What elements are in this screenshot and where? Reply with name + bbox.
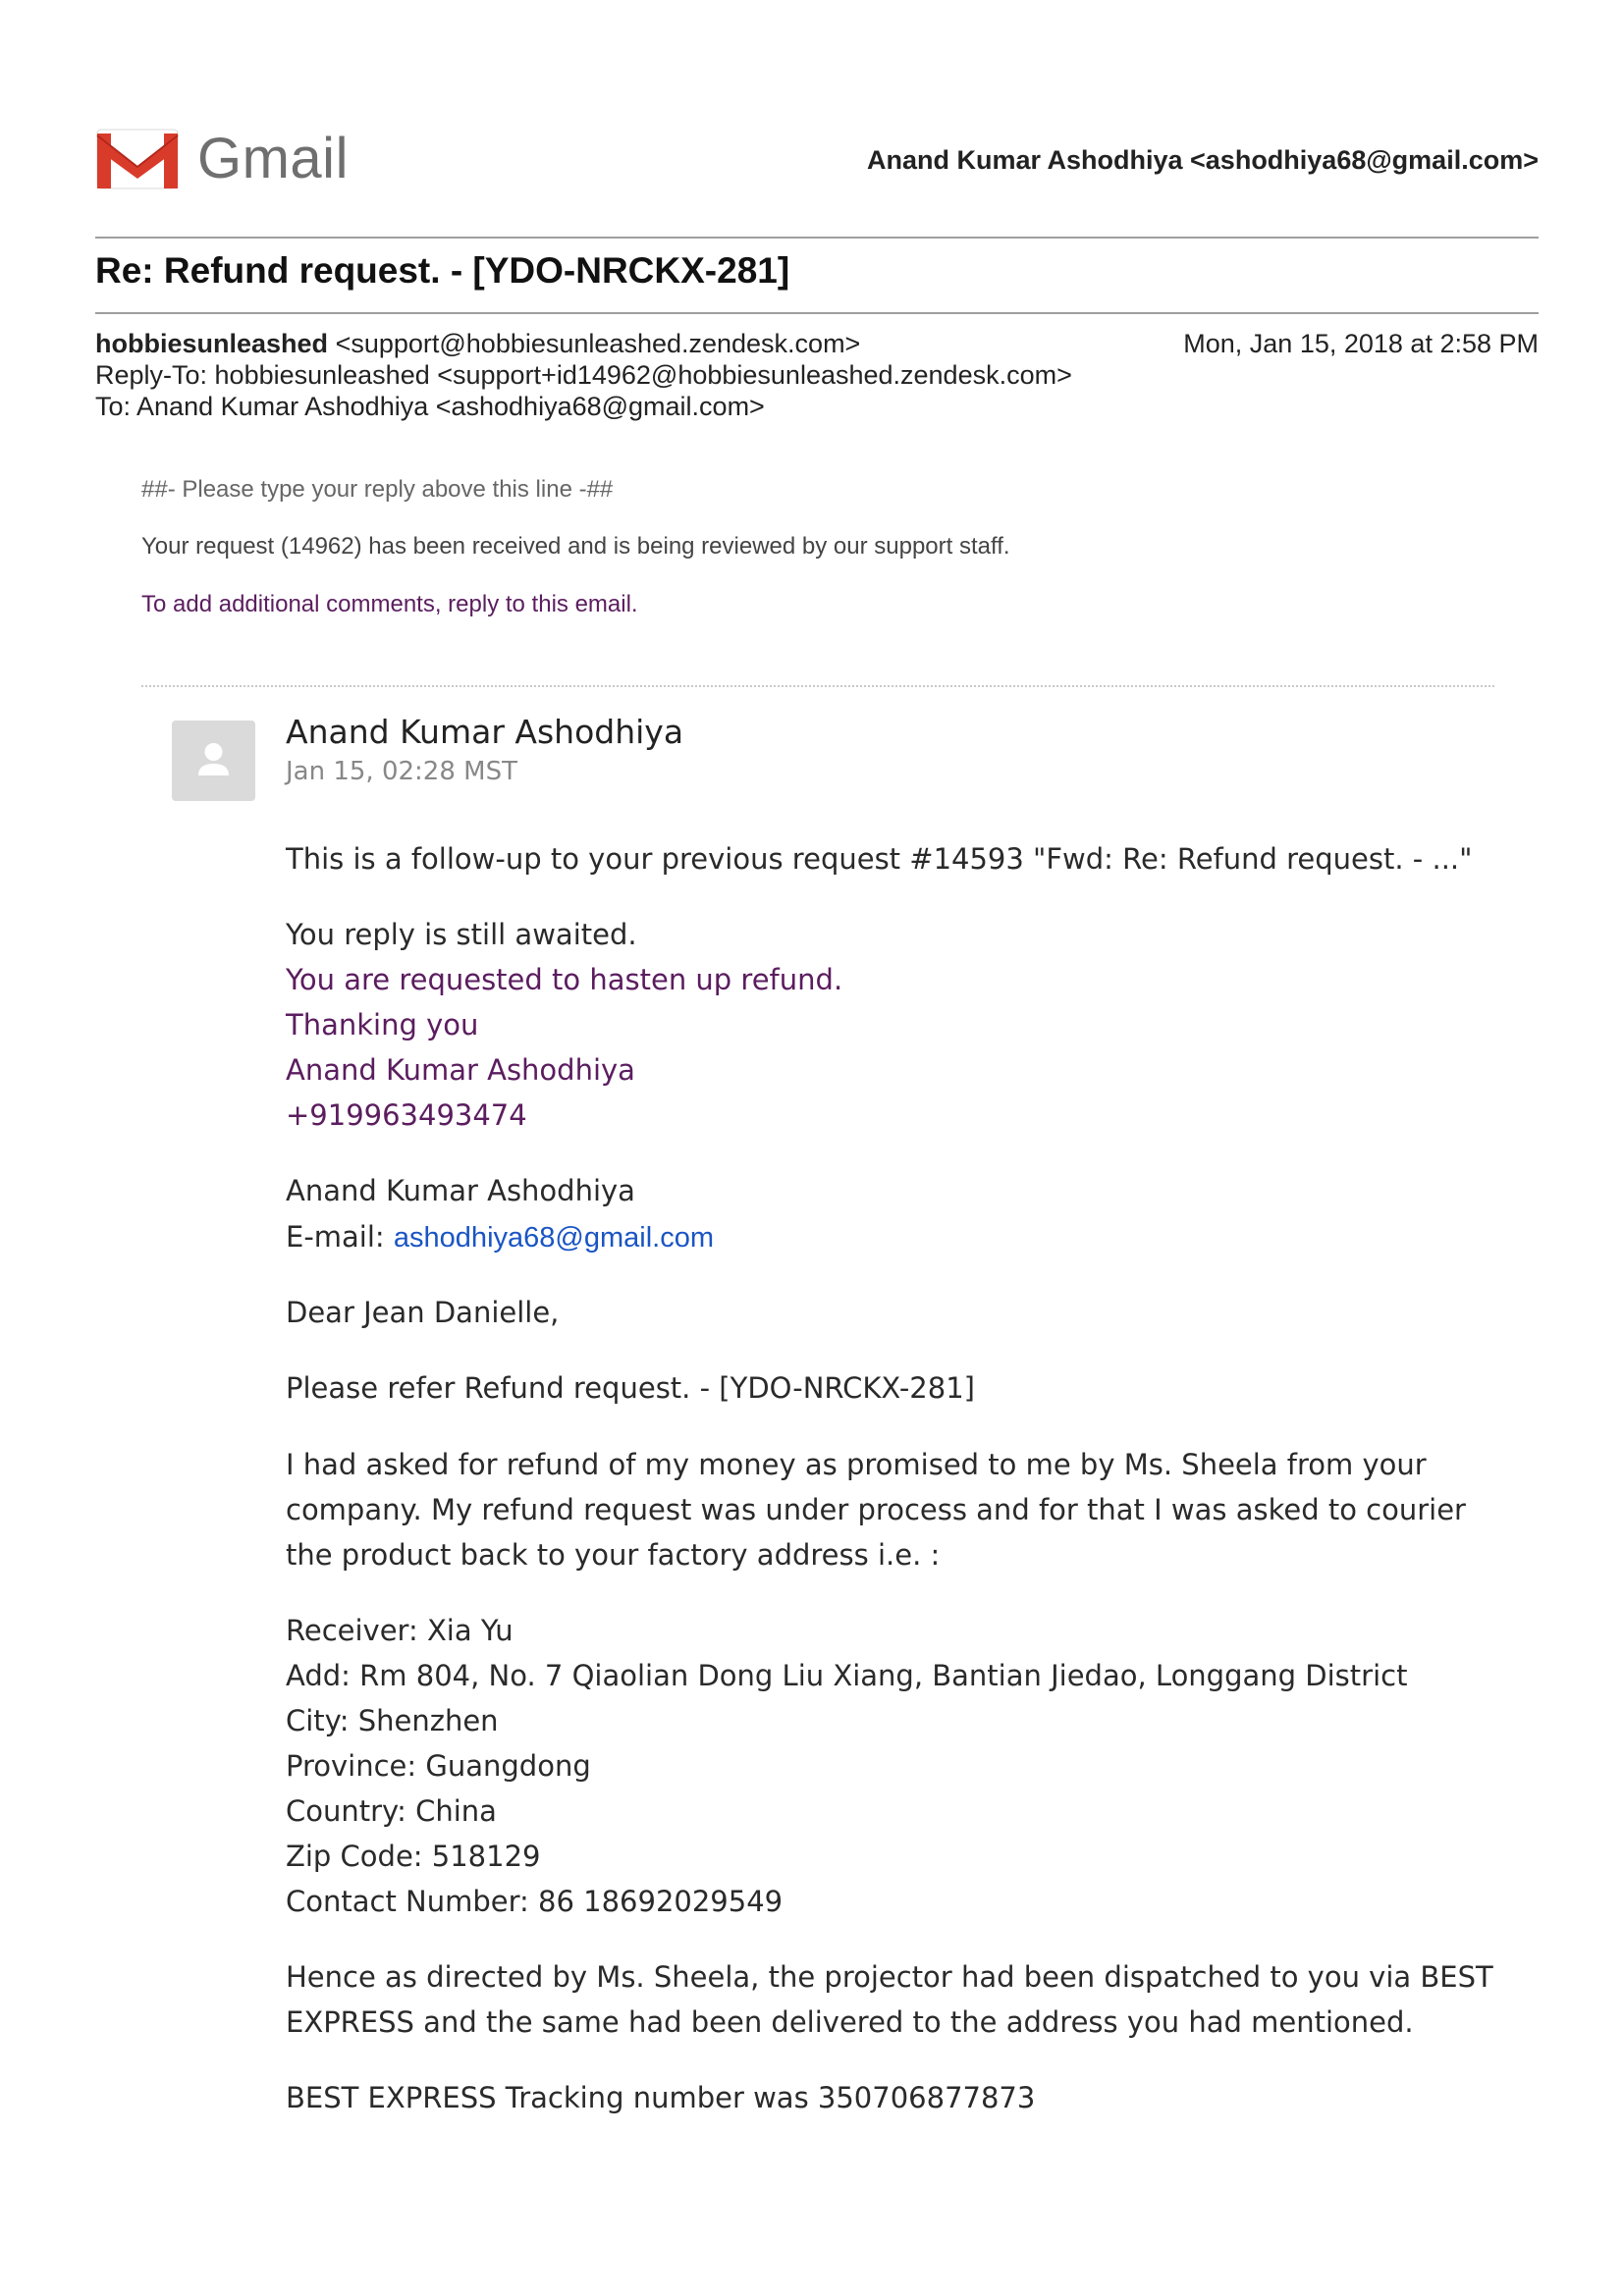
avatar bbox=[172, 721, 255, 801]
reply-to-line: Reply-To: hobbiesunleashed <support+id14962@hobbiesunleashed.zendesk.com> bbox=[95, 360, 1072, 390]
email-label: E-mail: bbox=[286, 1220, 394, 1254]
address-contact: Contact Number: 86 18692029549 bbox=[286, 1885, 784, 1918]
greeting-text: Dear Jean Danielle, bbox=[286, 1296, 560, 1329]
contact-name: Anand Kumar Ashodhiya bbox=[286, 1174, 635, 1207]
hasten-text: You are requested to hasten up refund. bbox=[286, 963, 843, 996]
email-meta bbox=[95, 328, 1539, 422]
address-city: City: Shenzhen bbox=[286, 1704, 499, 1737]
address-street: Add: Rm 804, No. 7 Qiaolian Dong Liu Xiang, Bantian Jiedao, Longgang District bbox=[286, 1659, 1408, 1692]
gmail-m-icon bbox=[95, 128, 180, 190]
paragraph-line: the product back to your factory address i.e. : bbox=[286, 1538, 941, 1572]
user-icon bbox=[172, 721, 255, 801]
address-zip: Zip Code: 518129 bbox=[286, 1840, 541, 1873]
comment-timestamp: Jan 15, 02:28 MST bbox=[286, 757, 517, 786]
account-label: Anand Kumar Ashodhiya <ashodhiya68@gmail.com> bbox=[866, 145, 1539, 175]
reply-above-line: ##- Please type your reply above this line -## bbox=[141, 476, 614, 503]
signature-phone: +919963493474 bbox=[286, 1098, 527, 1132]
dotted-divider bbox=[141, 685, 1494, 687]
paragraph-line: Hence as directed by Ms. Sheela, the projector had been dispatched to you via BEST bbox=[286, 1960, 1493, 1994]
email-link[interactable]: ashodhiya68@gmail.com bbox=[393, 1222, 714, 1254]
signature-name: Anand Kumar Ashodhiya bbox=[286, 1053, 635, 1087]
paragraph-line: company. My refund request was under process and for that I was asked to courier bbox=[286, 1493, 1466, 1526]
gmail-header bbox=[95, 118, 1539, 196]
sender-address: <support@hobbiesunleashed.zendesk.com> bbox=[335, 329, 861, 358]
gmail-wordmark: Gmail bbox=[197, 127, 349, 190]
request-received-text: Your request (14962) has been received and is being reviewed by our support staff. bbox=[141, 533, 1010, 560]
paragraph-line: I had asked for refund of my money as promised to me by Ms. Sheela from your bbox=[286, 1448, 1427, 1481]
add-comments-text: To add additional comments, reply to this email. bbox=[141, 591, 638, 617]
refer-text: Please refer Refund request. - [YDO-NRCKX-281] bbox=[286, 1371, 975, 1405]
email-line bbox=[286, 1214, 1513, 1260]
address-country: Country: China bbox=[286, 1794, 497, 1828]
gmail-logo bbox=[95, 126, 349, 191]
header-divider bbox=[95, 237, 1539, 239]
address-receiver: Receiver: Xia Yu bbox=[286, 1614, 514, 1647]
thanking-text: Thanking you bbox=[286, 1008, 479, 1041]
tracking-text: BEST EXPRESS Tracking number was 350706877873 bbox=[286, 2081, 1036, 2114]
address-province: Province: Guangdong bbox=[286, 1749, 591, 1783]
paragraph-line: EXPRESS and the same had been delivered to the address you had mentioned. bbox=[286, 2005, 1414, 2039]
to-line: To: Anand Kumar Ashodhiya <ashodhiya68@gmail.com> bbox=[95, 392, 765, 421]
zendesk-notice bbox=[141, 476, 1496, 618]
comment-author: Anand Kumar Ashodhiya bbox=[286, 713, 684, 751]
comment-header bbox=[286, 713, 1513, 786]
awaited-text: You reply is still awaited. bbox=[286, 918, 637, 951]
email-date: Mon, Jan 15, 2018 at 2:58 PM bbox=[1183, 329, 1539, 358]
followup-text: This is a follow-up to your previous request #14593 "Fwd: Re: Refund request. - ..." bbox=[286, 842, 1473, 876]
email-subject: Re: Refund request. - [YDO-NRCKX-281] bbox=[95, 250, 790, 291]
subject-divider bbox=[95, 312, 1539, 314]
sender-name: hobbiesunleashed bbox=[95, 329, 329, 358]
